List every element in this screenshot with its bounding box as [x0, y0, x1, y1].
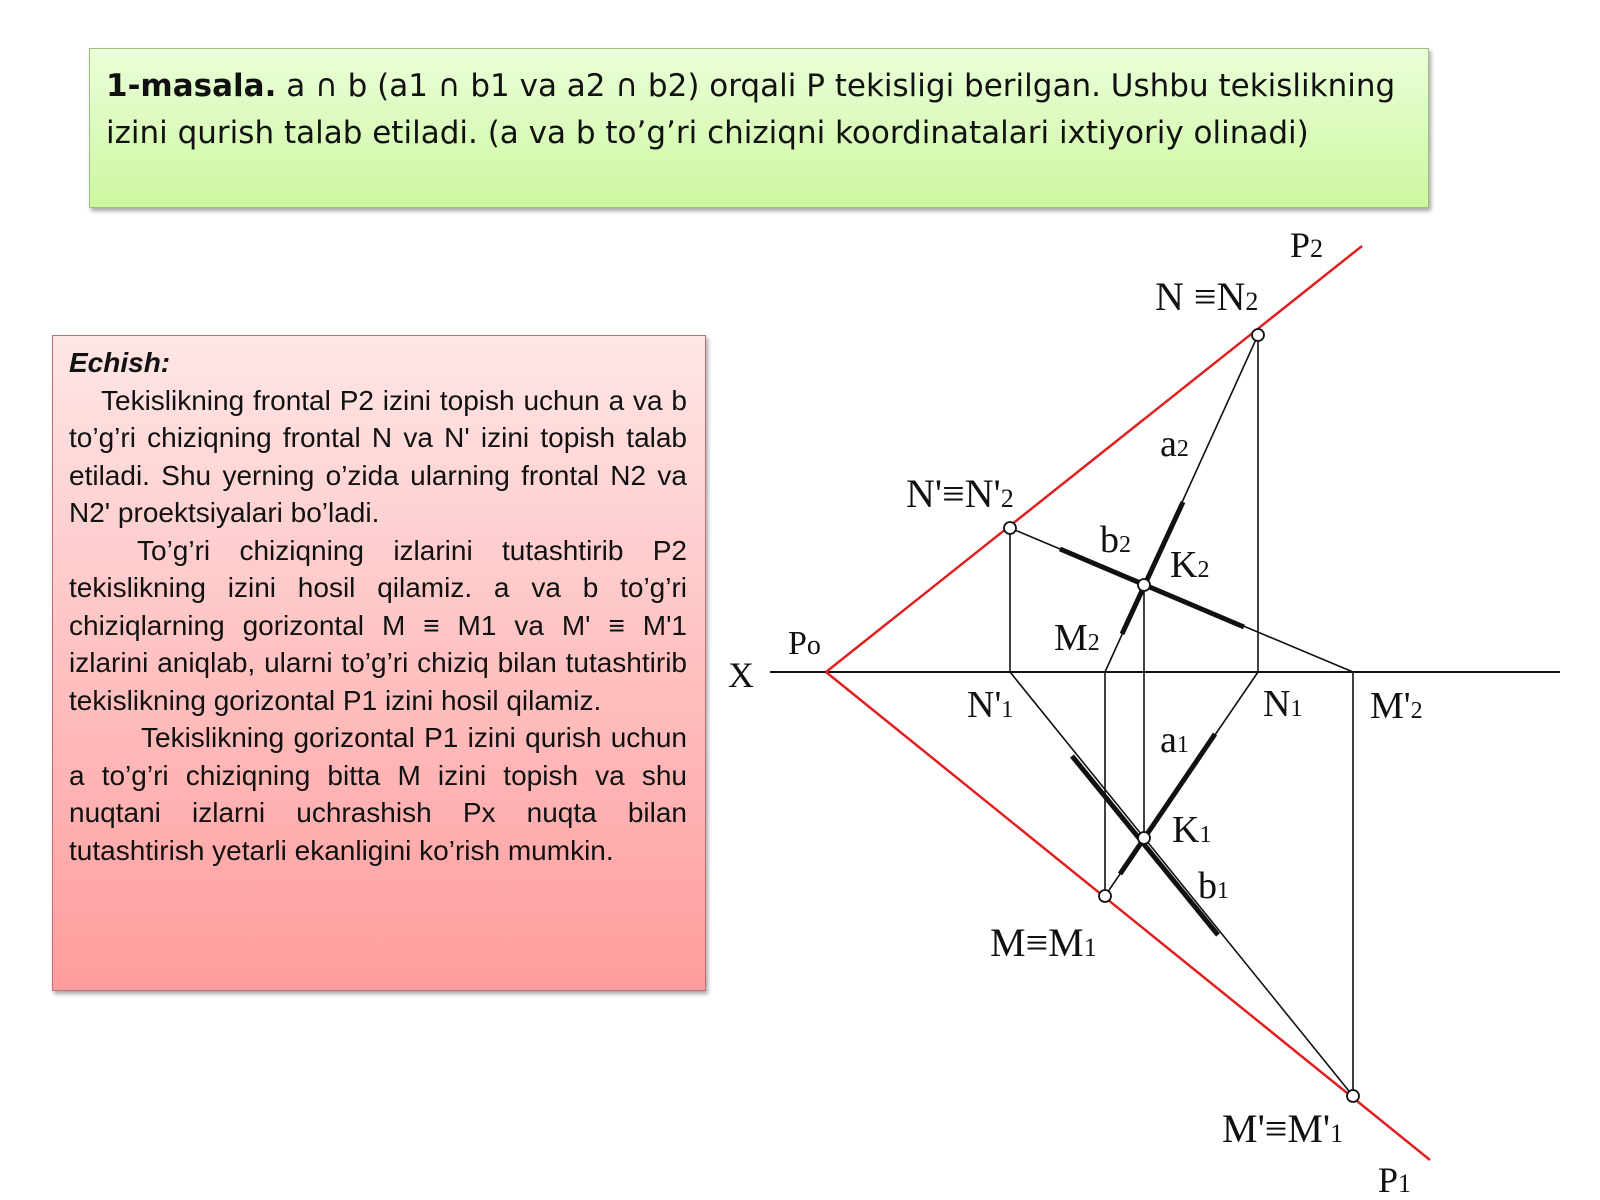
label-p1: P1 [1378, 1160, 1412, 1200]
point-mprime1 [1347, 1090, 1359, 1102]
label-m2: M2 [1054, 617, 1100, 659]
label-mprime2: M'2 [1370, 685, 1423, 727]
label-x: X [728, 655, 754, 695]
point-k1 [1138, 832, 1150, 844]
label-k1: K1 [1172, 809, 1212, 851]
label-n: N ≡N2 [1155, 274, 1259, 319]
label-n1: N1 [1263, 683, 1303, 725]
task-text: a ∩ b (a1 ∩ b1 va a2 ∩ b2) orqali P tekisligi berilgan. Ushbu tekislikning izini qurish talab etiladi. (a va b to’g’ri chiziqni koordinatalari ixtiyoriy olinadi) [106, 68, 1396, 151]
label-b1: b1 [1198, 865, 1229, 907]
label-b2: b2 [1100, 519, 1131, 561]
label-a2: a2 [1160, 423, 1189, 465]
point-k2 [1138, 579, 1150, 591]
label-nprime1: N'1 [967, 684, 1014, 726]
trace-p1 [826, 672, 1430, 1160]
label-k2: K2 [1170, 544, 1210, 586]
label-po: Po [788, 625, 821, 662]
point-nprime2 [1004, 522, 1016, 534]
label-a1: a1 [1160, 719, 1189, 761]
label-nprime: N'≡N'2 [906, 471, 1014, 516]
task-lead: 1-masala. [106, 68, 277, 104]
solution-paragraph-3: Tekislikning gorizontal P1 izini qurish uchun a to’g’ri chiziqning bitta M izini topish va shu nuqtani izlarni uchrashish Px nuqta bilan tutashtirish yetarli ekanligini ko’rish mumkin. [69, 722, 687, 866]
label-mprime: M'≡M'1 [1222, 1106, 1344, 1151]
solution-paragraph-2: To’g’ri chiziqning izlarini tutashtirib P2 tekislikning izini hosil qilamiz. a va b to’g’ri chiziqlarning gorizontal M ≡ M1 va M' ≡ M'1 izlarini aniqlab, ularni to’g’ri chiziq bilan tutashtirib tekislikning gorizontal P1 izini hosil qilamiz. [69, 534, 687, 716]
solution-paragraph-1: Tekislikning frontal P2 izini topish uchun a va b to’g’ri chiziqning frontal N va N' izini topish talab etiladi. Shu yerning o’zida ularning frontal N2 va N2' proektsiyalari bo’ladi. [69, 384, 687, 528]
line-b2-bold [1060, 549, 1244, 627]
label-p2: P2 [1290, 225, 1324, 265]
solution-title: Echish: [69, 347, 171, 378]
point-m1 [1099, 890, 1111, 902]
label-m: M≡M1 [990, 920, 1097, 965]
trace-p2 [826, 246, 1362, 672]
point-n2 [1252, 329, 1264, 341]
